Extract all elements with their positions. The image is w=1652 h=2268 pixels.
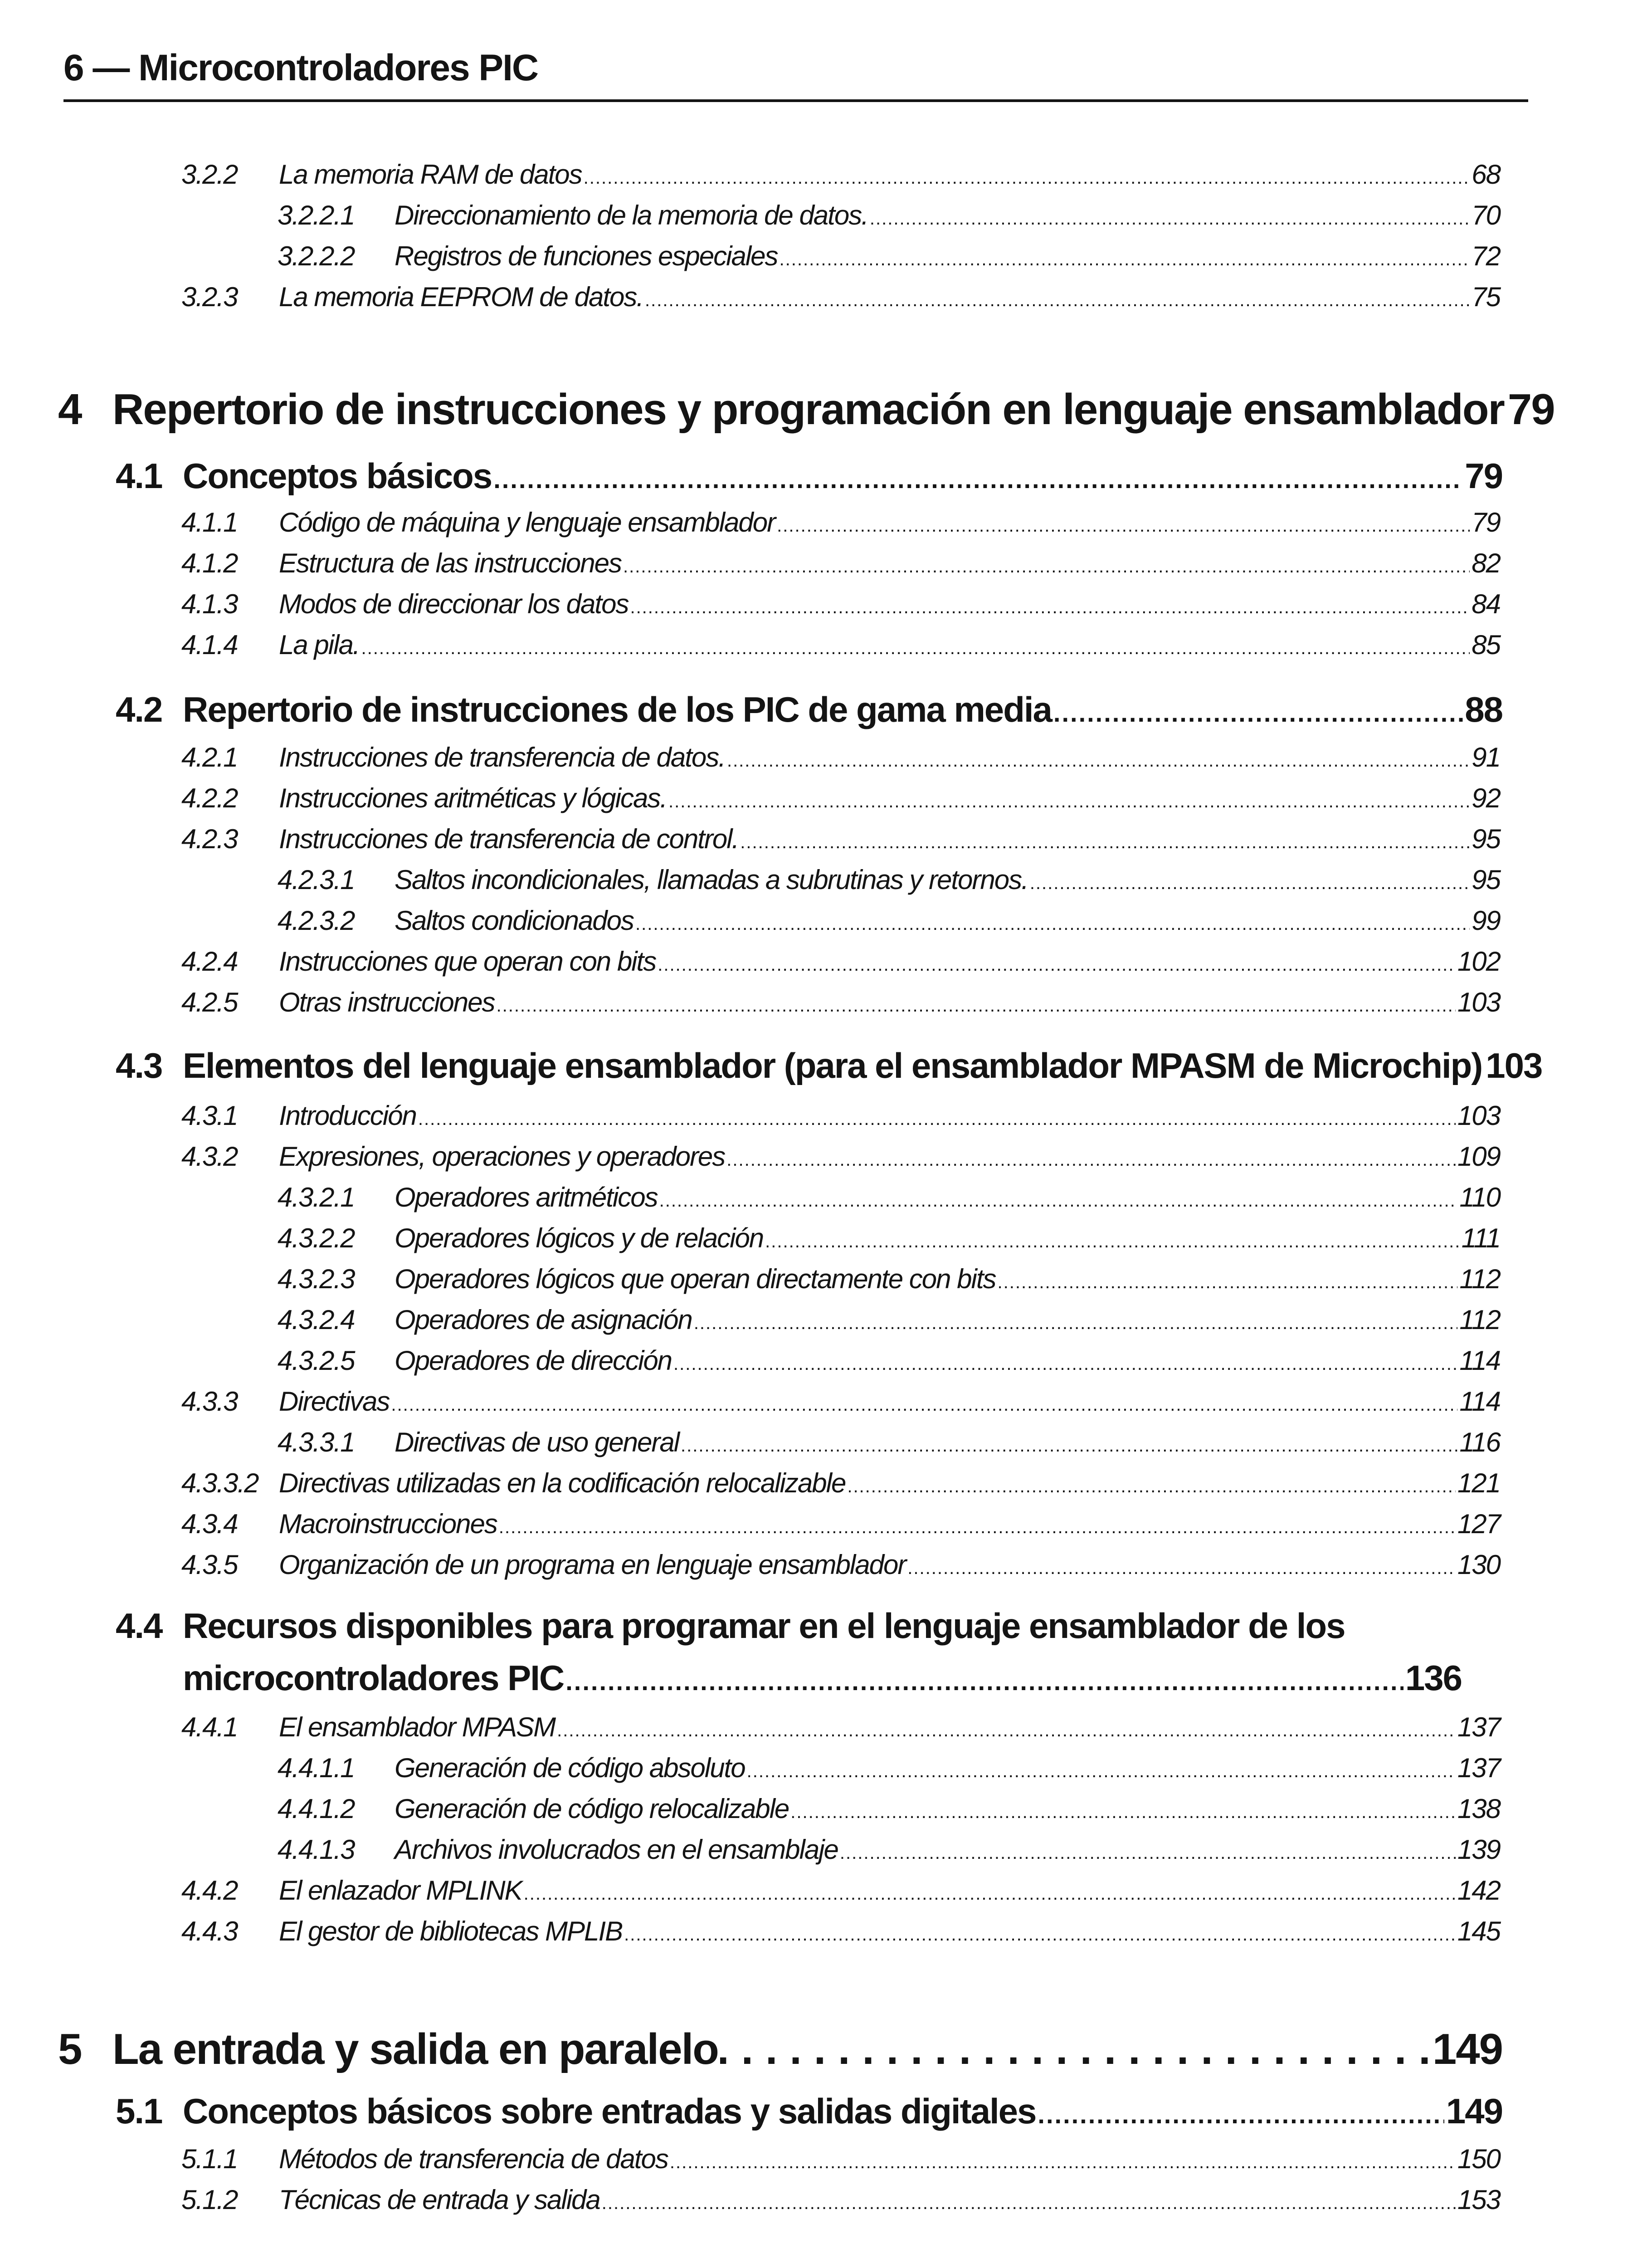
toc-dot-leader [630, 598, 1470, 616]
toc-entry-number: 4.1.2 [181, 548, 238, 578]
toc-entry-title: Generación de código absoluto [395, 1753, 745, 1783]
toc-entry [181, 1714, 1500, 1745]
toc-entry-page: 103 [1486, 1046, 1542, 1085]
toc-entry [181, 989, 1500, 1021]
toc-dot-leader [624, 1926, 1456, 1944]
toc-entry-number: 4.3.2.3 [278, 1264, 355, 1294]
toc-entry-title: Operadores aritméticos [395, 1182, 658, 1212]
toc-entry [278, 1795, 1500, 1827]
toc-dot-leader [673, 1355, 1457, 1373]
toc-entry [181, 1551, 1500, 1583]
toc-entry-page: 70 [1472, 200, 1500, 230]
toc-entry-page: 130 [1457, 1549, 1500, 1580]
toc-dot-leader [418, 1110, 1456, 1128]
toc-dot-leader [557, 1721, 1456, 1740]
toc-dot-leader [777, 517, 1470, 535]
toc-entry [181, 826, 1500, 857]
toc-entry-number: 4.2.3 [181, 824, 238, 854]
toc-entry-page: 149 [1432, 2025, 1502, 2073]
toc-dot-leader [780, 250, 1470, 269]
toc-dot-leader [720, 2028, 1431, 2071]
toc-entry [181, 1388, 1500, 1420]
toc-section [116, 689, 1502, 733]
toc-dot-leader [726, 1151, 1456, 1169]
toc-dot-leader [847, 1477, 1456, 1496]
toc-entry-title: Saltos condicionados [395, 905, 634, 936]
toc-entry-page: 114 [1459, 1345, 1500, 1376]
toc-entry-number: 4.3.2.4 [278, 1305, 355, 1335]
toc-entry [181, 948, 1500, 980]
toc-entry-page: 136 [1405, 1658, 1462, 1698]
toc-entry-page: 95 [1472, 865, 1500, 895]
toc-entry-number: 4.4.1.3 [278, 1834, 355, 1865]
toc-entry [181, 631, 1500, 663]
toc-entry-number: 3.2.2.2 [278, 241, 355, 271]
toc-entry [278, 1306, 1500, 1338]
toc-dot-leader [1030, 874, 1470, 892]
toc-entry-page: 112 [1459, 1305, 1500, 1335]
toc-dot-leader [645, 291, 1470, 309]
toc-entry-number: 4.1.4 [181, 630, 238, 660]
toc-entry-number: 4.2 [116, 689, 162, 729]
toc-dot-leader [740, 833, 1470, 851]
toc-entry [181, 1510, 1500, 1542]
toc-entry-page: 79 [1472, 507, 1500, 538]
toc-entry-number: 4.2.4 [181, 946, 238, 977]
toc-entry-title: Saltos incondicionales, llamadas a subrutinas y retornos. [395, 865, 1028, 895]
toc-entry-title: El gestor de bibliotecas MPLIB [279, 1916, 623, 1946]
toc-entry-title: Estructura de las instrucciones [279, 548, 622, 578]
toc-entry-page: 103 [1457, 987, 1500, 1017]
toc-entry-page: 153 [1457, 2185, 1500, 2215]
toc-entry [181, 284, 1500, 315]
toc-entry-page: 75 [1472, 282, 1500, 312]
toc-entry-title: Elementos del lenguaje ensamblador (para el ensamblador MPASM de Microchip) [183, 1046, 1482, 1085]
toc-dot-leader [499, 1518, 1456, 1536]
toc-chapter [58, 2025, 1502, 2077]
toc-entry-number: 4.3.1 [181, 1100, 238, 1131]
toc-entry-number: 4.3.2 [181, 1141, 238, 1172]
toc-entry-title: El ensamblador MPASM [279, 1712, 556, 1742]
toc-entry-number: 4.3.2.2 [278, 1223, 355, 1253]
running-head: 6 — Microcontroladores PIC [63, 47, 538, 88]
toc-entry [181, 591, 1500, 622]
toc-entry-title: Direccionamiento de la memoria de datos. [395, 200, 868, 230]
toc-entry-number: 4.4.1.1 [278, 1753, 355, 1783]
toc-entry-number: 3.2.2.1 [278, 200, 355, 230]
toc-entry [181, 785, 1500, 816]
toc-entry-number: 4.2.1 [181, 742, 238, 772]
toc-entry-title: Modos de direccionar los datos [279, 589, 629, 619]
toc-entry-page: 138 [1457, 1794, 1500, 1824]
toc-entry-title: Conceptos básicos sobre entradas y salidas digitales [183, 2091, 1036, 2131]
toc-dot-leader [493, 467, 1463, 492]
toc-dot-leader [681, 1437, 1457, 1455]
toc-entry-title: El enlazador MPLINK [279, 1875, 522, 1906]
toc-entry-page: 142 [1457, 1875, 1500, 1906]
toc-dot-leader [524, 1885, 1456, 1903]
toc-entry-title: Recursos disponibles para programar en el lenguaje ensamblador de los [183, 1606, 1345, 1646]
toc-entry-number: 5.1 [116, 2091, 162, 2131]
toc-section [116, 2093, 1502, 2134]
toc-dot-leader [840, 1844, 1456, 1862]
toc-entry [278, 1836, 1500, 1868]
toc-entry-title: Operadores lógicos que operan directamente con bits [395, 1264, 996, 1294]
toc-entry-page: 79 [1465, 456, 1502, 496]
toc-entry-page: 137 [1457, 1712, 1500, 1742]
toc-entry-page: 110 [1459, 1182, 1500, 1212]
toc-entry-title: Conceptos básicos [183, 456, 492, 496]
toc-entry-number: 4.2.2 [181, 783, 238, 813]
toc-entry-title: Repertorio de instrucciones de los PIC de gama media [183, 689, 1052, 729]
toc-entry-page: 103 [1457, 1100, 1500, 1131]
toc-entry-number: 4.1 [116, 456, 162, 496]
toc-entry-title: Registros de funciones especiales [395, 241, 778, 271]
toc-entry [278, 1225, 1500, 1256]
toc-dot-leader [635, 915, 1470, 933]
toc-entry-number: 4.3.3 [181, 1386, 238, 1417]
toc-entry-page: 112 [1459, 1264, 1500, 1294]
toc-entry-title: La entrada y salida en paralelo [112, 2025, 718, 2073]
toc-entry-title: Otras instrucciones [279, 987, 495, 1017]
toc-entry-title: Repertorio de instrucciones y programación en lenguaje ensamblador [112, 385, 1504, 434]
toc-entry-page: 127 [1457, 1509, 1500, 1539]
toc-entry-title: Operadores de asignación [395, 1305, 692, 1335]
toc-entry-title: Macroinstrucciones [279, 1509, 497, 1539]
toc-entry [181, 1470, 1500, 1501]
toc-entry-page: 150 [1457, 2144, 1500, 2174]
toc-entry-title: Organización de un programa en lenguaje ensamblador [279, 1549, 906, 1580]
toc-entry-page: 95 [1472, 824, 1500, 854]
toc-section [116, 458, 1502, 499]
toc-entry [278, 1266, 1500, 1297]
toc-entry [181, 550, 1500, 582]
toc-entry-title: Código de máquina y lenguaje ensamblador [279, 507, 775, 538]
toc-entry [278, 202, 1500, 234]
toc-dot-leader [584, 169, 1470, 187]
toc-entry-number: 5.1.2 [181, 2185, 238, 2215]
toc-entry-number: 4.3 [116, 1046, 162, 1085]
toc-entry [181, 1918, 1500, 1950]
toc-entry-page: 92 [1472, 783, 1500, 813]
toc-entry-title: La memoria RAM de datos [279, 159, 582, 190]
toc-entry-title: Operadores lógicos y de relación [395, 1223, 764, 1253]
toc-dot-leader [497, 997, 1456, 1015]
toc-entry [278, 907, 1500, 939]
toc-entry-page: 84 [1472, 589, 1500, 619]
toc-dot-leader [998, 1273, 1458, 1291]
toc-entry-page: 88 [1465, 689, 1502, 729]
toc-entry-title: Instrucciones de transferencia de control. [279, 824, 739, 854]
toc-entry [181, 1143, 1500, 1175]
toc-entry-number: 4.3.2.5 [278, 1345, 355, 1376]
toc-entry-number: 4.2.5 [181, 987, 238, 1017]
toc-entry-title: Instrucciones aritméticas y lógicas. [279, 783, 667, 813]
toc-entry-page: 111 [1461, 1223, 1500, 1253]
toc-entry-number: 4.3.4 [181, 1509, 238, 1539]
toc-entry-title: Instrucciones que operan con bits [279, 946, 656, 977]
toc-entry [181, 1877, 1500, 1909]
toc-entry-number: 5 [58, 2025, 82, 2073]
toc-entry-number: 4.3.3.1 [278, 1427, 355, 1457]
toc-entry [181, 2186, 1500, 2218]
toc-entry [278, 1184, 1500, 1216]
toc-dot-leader [602, 2194, 1456, 2212]
toc-entry-title: La memoria EEPROM de datos. [279, 282, 643, 312]
toc-dot-leader [907, 1559, 1456, 1577]
toc-dot-leader [565, 1669, 1403, 1694]
toc-dot-leader [870, 210, 1470, 228]
toc-dot-leader [670, 2153, 1456, 2171]
toc-entry-title: Directivas utilizadas en la codificación relocalizable [279, 1468, 846, 1498]
toc-entry-page: 99 [1472, 905, 1500, 936]
toc-entry-title: La pila. [279, 630, 360, 660]
toc-entry-number: 4.2.3.1 [278, 865, 355, 895]
toc-entry-title: Archivos involucrados en el ensamblaje [395, 1834, 838, 1865]
toc-entry [278, 1755, 1500, 1786]
toc-entry-page: 137 [1457, 1753, 1500, 1783]
toc-section [116, 1608, 1345, 1649]
toc-entry-number: 4.4 [116, 1606, 162, 1646]
toc-entry-title: Expresiones, operaciones y operadores [279, 1141, 725, 1172]
toc-entry-page: 109 [1457, 1141, 1500, 1172]
toc-dot-leader [747, 1762, 1456, 1780]
toc-entry [181, 161, 1500, 193]
toc-entry-title: Instrucciones de transferencia de datos. [279, 742, 725, 772]
toc-entry-page: 68 [1472, 159, 1500, 190]
toc-entry-number: 4 [58, 385, 82, 434]
toc-entry-page: 145 [1457, 1916, 1500, 1946]
toc-entry-title: Introducción [279, 1100, 416, 1131]
toc-entry-title-continuation: microcontroladores PIC [183, 1658, 564, 1698]
toc-entry-page: 149 [1446, 2091, 1502, 2131]
toc-entry-number: 4.2.3.2 [278, 905, 355, 936]
toc-entry-number: 4.4.1.2 [278, 1794, 355, 1824]
toc-entry-page: 91 [1472, 742, 1500, 772]
toc-section-continuation [183, 1660, 1462, 1701]
toc-dot-leader [1038, 2102, 1444, 2127]
toc-entry-number: 4.4.1 [181, 1712, 238, 1742]
toc-entry-page: 121 [1457, 1468, 1500, 1498]
toc-dot-leader [391, 1396, 1457, 1414]
toc-entry-page: 114 [1459, 1386, 1500, 1417]
toc-dot-leader [765, 1232, 1460, 1251]
toc-dot-leader [694, 1314, 1458, 1332]
toc-dot-leader [790, 1803, 1456, 1821]
toc-dot-leader [623, 557, 1470, 576]
toc-entry-number: 3.2.2 [181, 159, 238, 190]
toc-entry-title: Directivas de uso general [395, 1427, 679, 1457]
toc-entry-page: 82 [1472, 548, 1500, 578]
toc-entry [181, 509, 1500, 541]
toc-entry-title: Métodos de transferencia de datos [279, 2144, 668, 2174]
toc-entry-number: 4.3.5 [181, 1549, 238, 1580]
toc-entry-page: 85 [1472, 630, 1500, 660]
toc-dot-leader [1053, 700, 1463, 726]
toc-entry [181, 1102, 1500, 1134]
toc-dot-leader [659, 1192, 1458, 1210]
toc-entry-number: 4.4.3 [181, 1916, 238, 1946]
toc-entry [278, 866, 1500, 898]
toc-entry-number: 4.1.3 [181, 589, 238, 619]
toc-entry-title: Operadores de dirección [395, 1345, 672, 1376]
toc-entry-page: 116 [1459, 1427, 1500, 1457]
toc-dot-leader [668, 792, 1470, 811]
toc-entry-number: 4.1.1 [181, 507, 238, 538]
toc-entry-number: 4.4.2 [181, 1875, 238, 1906]
toc-entry [181, 2146, 1500, 2177]
toc-entry-number: 5.1.1 [181, 2144, 238, 2174]
toc-entry [278, 1429, 1500, 1461]
toc-entry-number: 4.3.3.2 [181, 1468, 258, 1498]
toc-entry-page: 102 [1457, 946, 1500, 977]
toc-chapter [58, 385, 1555, 438]
toc-entry-number: 4.3.2.1 [278, 1182, 355, 1212]
toc-dot-leader [658, 956, 1456, 974]
toc-entry [278, 243, 1500, 274]
toc-entry-page: 139 [1457, 1834, 1500, 1865]
toc-dot-leader [361, 639, 1470, 657]
toc-entry [181, 744, 1500, 776]
toc-section [116, 1046, 1542, 1089]
toc-entry-page: 72 [1472, 241, 1500, 271]
toc-entry [278, 1347, 1500, 1379]
toc-entry-title: Generación de código relocalizable [395, 1794, 789, 1824]
toc-entry-title: Técnicas de entrada y salida [279, 2185, 600, 2215]
toc-entry-page: 79 [1507, 385, 1555, 434]
toc-dot-leader [727, 752, 1470, 770]
toc-entry-title: Directivas [279, 1386, 390, 1417]
toc-entry-number: 3.2.3 [181, 282, 238, 312]
